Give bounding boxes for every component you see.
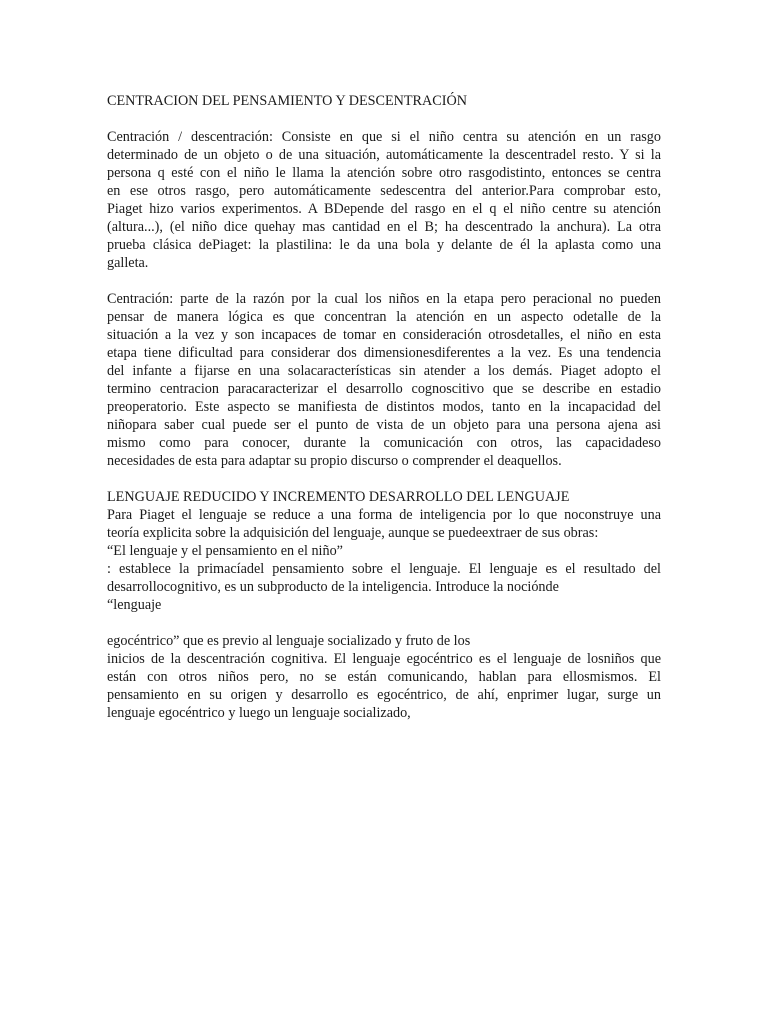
spacer [107, 470, 661, 488]
text-line: : establece la primacíadel pensamiento sobre el lenguaje. El lenguaje es el resultado del [107, 561, 661, 577]
text-line: Para Piaget el lenguaje se reduce a una forma de inteligencia por lo que noconstruye una [107, 507, 661, 523]
section-heading: LENGUAJE REDUCIDO Y INCREMENTO DESARROLLO DEL LENGUAJE [107, 489, 570, 505]
text-line: egocéntrico” que es previo al lenguaje socializado y fruto de los [107, 633, 471, 649]
text-line: inicios de la descentración cognitiva. El lenguaje egocéntrico es el lenguaje de losniños que [107, 651, 661, 667]
text-line: pensamiento en su origen y desarrollo es egocéntrico, de ahí, enprimer lugar, surge un [107, 687, 661, 703]
text-line: (altura...), (el niño dice quehay mas cantidad en el B; ha descentrado la anchura). La otra [107, 219, 661, 235]
text-line: necesidades de esta para adaptar su propio discurso o comprender el deaquellos. [107, 453, 562, 469]
text-line: lenguaje egocéntrico y luego un lenguaje socializado, [107, 705, 411, 721]
paragraph-centracion [107, 290, 661, 470]
text-line: teoría explicita sobre la adquisición del lenguaje, aunque se puedeextraer de sus obras: [107, 525, 599, 541]
text-line: Centración / descentración: Consiste en que si el niño centra su atención en un rasgo [107, 129, 661, 145]
paragraph-centracion-descentracion [107, 128, 661, 272]
text-line: Piaget hizo varios experimentos. A BDepende del rasgo en el q el niño centre su atención [107, 201, 661, 217]
text-line: desarrollocognitivo, es un subproducto de la inteligencia. Introduce la nociónde [107, 579, 559, 595]
text-line: termino centracion paracaracterizar el desarrollo cognoscitivo que se describe en estadio [107, 381, 661, 397]
text-line: “El lenguaje y el pensamiento en el niño” [107, 543, 343, 559]
text-line: pensar de manera lógica es que concentran la atención en un aspecto odetalle de la [107, 309, 661, 325]
text-line: galleta. [107, 255, 149, 271]
text-line: del infante a fijarse en una solacaracterísticas sin atender a los demás. Piaget adopto el [107, 363, 661, 379]
text-line: en ese otros rasgo, pero automáticamente sedescentra del anterior.Para comprobar esto, [107, 183, 661, 199]
spacer [107, 110, 661, 128]
spacer [107, 272, 661, 290]
text-line: “lenguaje [107, 597, 162, 613]
text-line: preoperatorio. Este aspecto se manifiesta de distintos modos, tanto en la incapacidad del [107, 399, 661, 415]
text-line: determinado de un objeto o de una situación, automáticamente la descentradel resto. Y si la [107, 147, 661, 163]
spacer [107, 614, 661, 632]
document-body [107, 92, 661, 722]
document-title: CENTRACION DEL PENSAMIENTO Y DESCENTRACIÓN [107, 93, 467, 109]
text-line: persona q esté con el niño le llama la atención sobre otro rasgodistinto, entonces se centra [107, 165, 661, 181]
text-line: están con otros niños pero, no se están comunicando, hablan para ellosmismos. El [107, 669, 661, 685]
text-line: prueba clásica dePiaget: la plastilina: le da una bola y delante de él la aplasta como una [107, 237, 661, 253]
text-line: situación a la vez y son incapaces de tomar en consideración otrosdetalles, el niño en esta [107, 327, 661, 343]
text-line: etapa tiene dificultad para considerar dos dimensionesdiferentes a la vez. Es una tendencia [107, 345, 661, 361]
paragraph-egocentrico [107, 632, 661, 722]
paragraph-lenguaje [107, 506, 661, 614]
text-line: mismo como para conocer, durante la comunicación con otros, las capacidadeso [107, 435, 661, 451]
text-line: niñopara saber cual puede ser el punto de vista de un objeto para una persona ajena asi [107, 417, 661, 433]
text-line: Centración: parte de la razón por la cual los niños en la etapa pero peracional no pueden [107, 291, 661, 307]
